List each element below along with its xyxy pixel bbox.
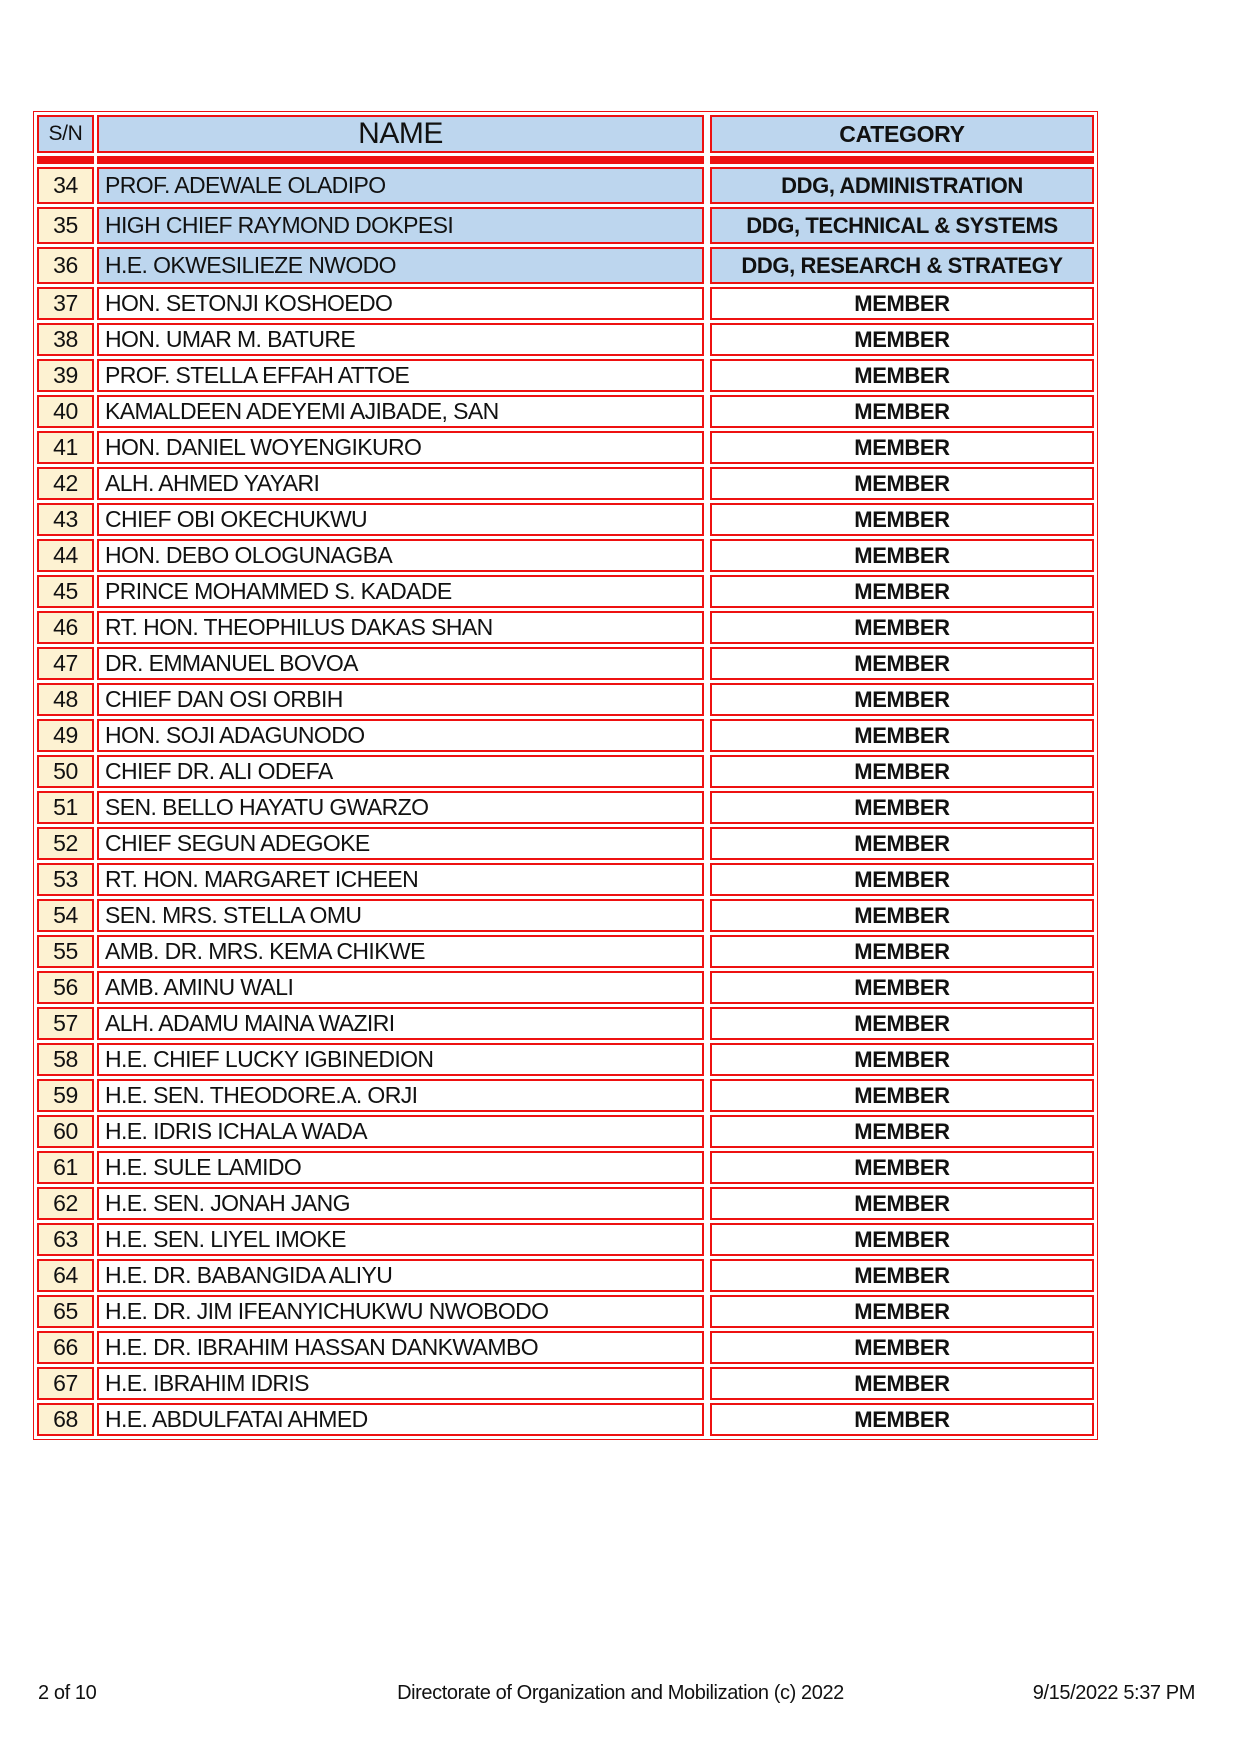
name-cell: ALH. AHMED YAYARI [97,467,704,500]
serial-number-cell: 64 [37,1259,94,1292]
table-row [37,1115,1094,1148]
serial-number-cell: 48 [37,683,94,716]
name-cell: H.E. DR. BABANGIDA ALIYU [97,1259,704,1292]
name-cell: HON. SETONJI KOSHOEDO [97,287,704,320]
category-cell: MEMBER [710,791,1094,824]
divider-segment [710,156,1094,164]
membership-table [34,112,1097,1439]
name-cell: H.E. SEN. JONAH JANG [97,1187,704,1220]
category-cell: MEMBER [710,323,1094,356]
category-cell: MEMBER [710,395,1094,428]
serial-number-cell: 61 [37,1151,94,1184]
serial-number-cell: 60 [37,1115,94,1148]
table-row [37,575,1094,608]
serial-number-cell: 63 [37,1223,94,1256]
category-cell: MEMBER [710,647,1094,680]
table-row [37,611,1094,644]
name-cell: RT. HON. THEOPHILUS DAKAS SHAN [97,611,704,644]
table-row [37,827,1094,860]
category-cell: MEMBER [710,1151,1094,1184]
serial-number-cell: 55 [37,935,94,968]
table-row [37,647,1094,680]
category-cell: MEMBER [710,1295,1094,1328]
name-cell: HIGH CHIEF RAYMOND DOKPESI [97,207,704,244]
header-serial-number: S/N [37,115,94,153]
name-cell: PRINCE MOHAMMED S. KADADE [97,575,704,608]
category-cell: MEMBER [710,1259,1094,1292]
name-cell: SEN. MRS. STELLA OMU [97,899,704,932]
category-cell: DDG, ADMINISTRATION [710,167,1094,204]
name-cell: HON. DANIEL WOYENGIKURO [97,431,704,464]
serial-number-cell: 59 [37,1079,94,1112]
name-cell: DR. EMMANUEL BOVOA [97,647,704,680]
serial-number-cell: 44 [37,539,94,572]
table-row [37,683,1094,716]
serial-number-cell: 65 [37,1295,94,1328]
table-row [37,503,1094,536]
name-cell: H.E. IDRIS ICHALA WADA [97,1115,704,1148]
table-row [37,431,1094,464]
category-cell: DDG, RESEARCH & STRATEGY [710,247,1094,284]
name-cell: H.E. SEN. LIYEL IMOKE [97,1223,704,1256]
name-cell: H.E. ABDULFATAI AHMED [97,1403,704,1436]
serial-number-cell: 38 [37,323,94,356]
name-cell: PROF. ADEWALE OLADIPO [97,167,704,204]
serial-number-cell: 66 [37,1331,94,1364]
table-row [37,359,1094,392]
name-cell: H.E. CHIEF LUCKY IGBINEDION [97,1043,704,1076]
table-row [37,323,1094,356]
name-cell: RT. HON. MARGARET ICHEEN [97,863,704,896]
table-row [37,1007,1094,1040]
category-cell: MEMBER [710,467,1094,500]
table-row [37,287,1094,320]
category-cell: MEMBER [710,611,1094,644]
category-cell: MEMBER [710,287,1094,320]
serial-number-cell: 36 [37,247,94,284]
table-header [37,115,1094,164]
table-row [37,791,1094,824]
category-cell: MEMBER [710,1367,1094,1400]
table-row [37,1295,1094,1328]
name-cell: H.E. SEN. THEODORE.A. ORJI [97,1079,704,1112]
serial-number-cell: 42 [37,467,94,500]
serial-number-cell: 37 [37,287,94,320]
serial-number-cell: 40 [37,395,94,428]
name-cell: ALH. ADAMU MAINA WAZIRI [97,1007,704,1040]
divider-segment [97,156,704,164]
serial-number-cell: 50 [37,755,94,788]
name-cell: CHIEF DR. ALI ODEFA [97,755,704,788]
serial-number-cell: 45 [37,575,94,608]
category-cell: DDG, TECHNICAL & SYSTEMS [710,207,1094,244]
serial-number-cell: 51 [37,791,94,824]
name-cell: HON. UMAR M. BATURE [97,323,704,356]
name-cell: CHIEF SEGUN ADEGOKE [97,827,704,860]
table-row [37,1223,1094,1256]
page-footer [0,1682,1241,1708]
serial-number-cell: 62 [37,1187,94,1220]
table-row [37,1403,1094,1436]
category-cell: MEMBER [710,575,1094,608]
name-cell: H.E. SULE LAMIDO [97,1151,704,1184]
header-name: NAME [97,115,704,153]
table-row [37,539,1094,572]
serial-number-cell: 34 [37,167,94,204]
category-cell: MEMBER [710,1403,1094,1436]
header-divider-band [37,156,1094,164]
table-row [37,395,1094,428]
serial-number-cell: 41 [37,431,94,464]
serial-number-cell: 53 [37,863,94,896]
category-cell: MEMBER [710,1043,1094,1076]
category-cell: MEMBER [710,719,1094,752]
category-cell: MEMBER [710,683,1094,716]
serial-number-cell: 47 [37,647,94,680]
serial-number-cell: 49 [37,719,94,752]
table-row [37,1079,1094,1112]
category-cell: MEMBER [710,935,1094,968]
name-cell: CHIEF DAN OSI ORBIH [97,683,704,716]
name-cell: H.E. OKWESILIEZE NWODO [97,247,704,284]
header-category: CATEGORY [710,115,1094,153]
table-row [37,971,1094,1004]
serial-number-cell: 46 [37,611,94,644]
table-row [37,207,1094,244]
table-row [37,863,1094,896]
table-row [37,247,1094,284]
table-row [37,1367,1094,1400]
table-row [37,1331,1094,1364]
category-cell: MEMBER [710,755,1094,788]
category-cell: MEMBER [710,431,1094,464]
serial-number-cell: 67 [37,1367,94,1400]
membership-table-outline [33,111,1098,1440]
divider-segment [37,156,94,164]
table-row [37,755,1094,788]
table-row [37,1151,1094,1184]
category-cell: MEMBER [710,1079,1094,1112]
table-row [37,719,1094,752]
serial-number-cell: 35 [37,207,94,244]
name-cell: CHIEF OBI OKECHUKWU [97,503,704,536]
serial-number-cell: 39 [37,359,94,392]
footer-title: Directorate of Organization and Mobilization (c) 2022 [397,1682,844,1704]
table-row [37,467,1094,500]
serial-number-cell: 57 [37,1007,94,1040]
category-cell: MEMBER [710,863,1094,896]
table-row [37,935,1094,968]
category-cell: MEMBER [710,899,1094,932]
table-row [37,899,1094,932]
name-cell: PROF. STELLA EFFAH ATTOE [97,359,704,392]
category-cell: MEMBER [710,1007,1094,1040]
serial-number-cell: 54 [37,899,94,932]
category-cell: MEMBER [710,1115,1094,1148]
serial-number-cell: 43 [37,503,94,536]
table-row [37,1043,1094,1076]
name-cell: AMB. DR. MRS. KEMA CHIKWE [97,935,704,968]
category-cell: MEMBER [710,503,1094,536]
category-cell: MEMBER [710,359,1094,392]
name-cell: AMB. AMINU WALI [97,971,704,1004]
name-cell: H.E. IBRAHIM IDRIS [97,1367,704,1400]
category-cell: MEMBER [710,1187,1094,1220]
serial-number-cell: 58 [37,1043,94,1076]
serial-number-cell: 68 [37,1403,94,1436]
table-row [37,1259,1094,1292]
name-cell: H.E. DR. IBRAHIM HASSAN DANKWAMBO [97,1331,704,1364]
name-cell: KAMALDEEN ADEYEMI AJIBADE, SAN [97,395,704,428]
table-row [37,167,1094,204]
header-row [37,115,1094,153]
name-cell: HON. DEBO OLOGUNAGBA [97,539,704,572]
category-cell: MEMBER [710,1223,1094,1256]
name-cell: H.E. DR. JIM IFEANYICHUKWU NWOBODO [97,1295,704,1328]
name-cell: HON. SOJI ADAGUNODO [97,719,704,752]
table-row [37,1187,1094,1220]
category-cell: MEMBER [710,1331,1094,1364]
category-cell: MEMBER [710,539,1094,572]
serial-number-cell: 56 [37,971,94,1004]
table-body [37,167,1094,1436]
page-number: 2 of 10 [38,1682,97,1704]
category-cell: MEMBER [710,971,1094,1004]
footer-timestamp: 9/15/2022 5:37 PM [1032,1682,1195,1704]
serial-number-cell: 52 [37,827,94,860]
name-cell: SEN. BELLO HAYATU GWARZO [97,791,704,824]
category-cell: MEMBER [710,827,1094,860]
